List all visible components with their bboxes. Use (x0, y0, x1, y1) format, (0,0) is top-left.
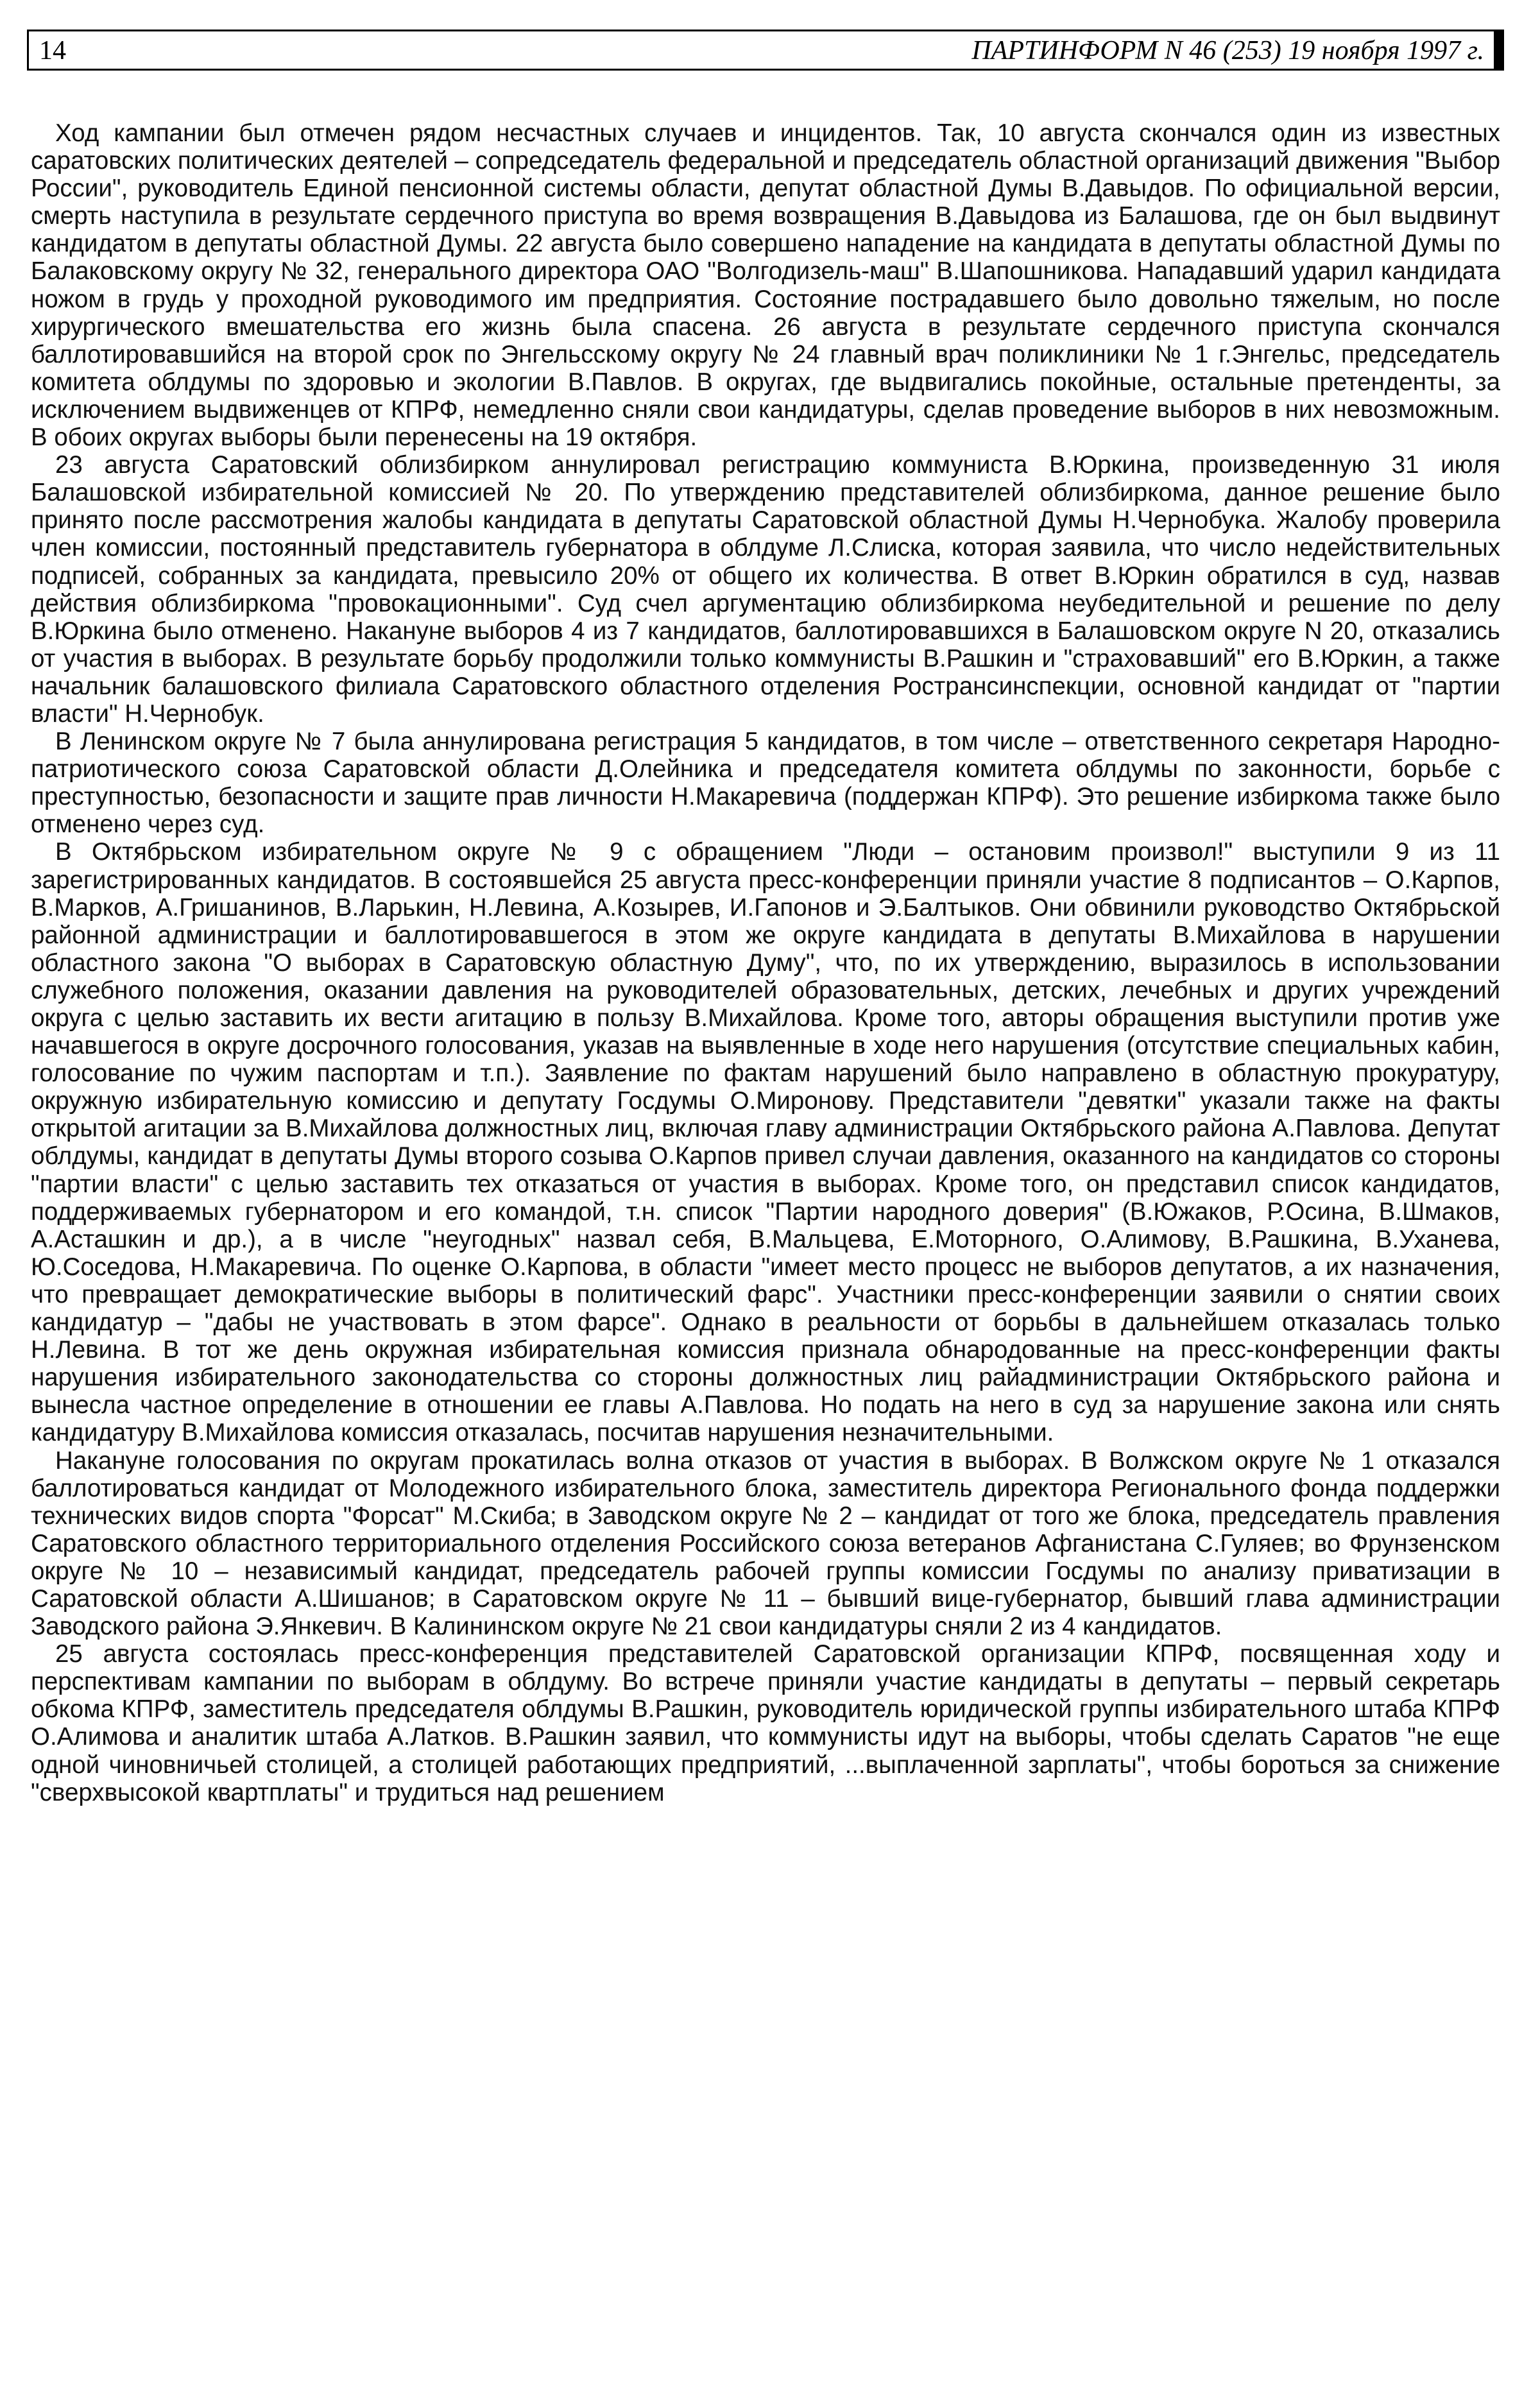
publication-title: ПАРТИНФОРМ N 46 (253) 19 ноября 1997 г. (971, 36, 1484, 65)
paragraph: 25 августа состоялась пресс-конференция представителей Саратовской организации КПРФ, посвященная ходу и перспективам кампании по выборам в облдуму. Во встрече приняли участие кандидаты в депутаты – первый секретарь обкома КПРФ, заместитель председателя облдумы В.Рашкин, руководитель юридической группы избирательного штаба КПРФ О.Алимова и аналитик штаба А.Латков. В.Рашкин заявил, что коммунисты идут на выборы, чтобы сделать Саратов "не еще одной чиновничьей столицей, а столицей работающих предприятий, ...выплаченной зарплаты", чтобы бороться за снижение "сверхвысокой квартплаты" и трудиться над решением (31, 1640, 1500, 1806)
paragraph: В Октябрьском избирательном округе № 9 с обращением "Люди – остановим произвол!" выступили 9 из 11 зарегистрированных кандидатов. В состоявшейся 25 августа пресс-конференции приняли участие 8 подписантов – О.Карпов, В.Марков, А.Гришанинов, В.Ларькин, Н.Левина, А.Козырев, И.Гапонов и Э.Балтыков. Они обвинили руководство Октябрьской районной администрации и баллотировавшегося в этом же округе кандидата в депутаты В.Михайлова в нарушении областного закона "О выборах в Саратовскую областную Думу", что, по их утверждению, выразилось в использовании служебного положения, оказании давления на руководителей образовательных, детских, лечебных и других учреждений округа с целью заставить их вести агитацию в пользу В.Михайлова. Кроме того, авторы обращения выступили против уже начавшегося в округе досрочного голосования, указав на выявленные в ходе него нарушения (отсутствие специальных кабин, голосование по чужим паспортам и т.п.). Заявление по фактам нарушений было направлено в областную прокуратуру, окружную избирательную комиссию и депутату Госдумы О.Миронову. Представители "девятки" указали также на факты открытой агитации за В.Михайлова должностных лиц, включая главу администрации Октябрьского района А.Павлова. Депутат облдумы, кандидат в депутаты Думы второго созыва О.Карпов привел случаи давления, оказанного на кандидатов со стороны "партии власти" с целью заставить тех отказаться от участия в выборах. Кроме того, он представил список кандидатов, поддерживаемых губернатором и его командой, т.н. список "Партии народного доверия" (В.Южаков, Р.Осина, В.Шмаков, А.Асташкин и др.), а в числе "неугодных" назвал себя, В.Мальцева, Е.Моторного, О.Алимову, В.Рашкина, В.Уханева, Ю.Соседова, Н.Макаревича. По оценке О.Карпова, в области "имеет место процесс не выборов депутатов, а их назначения, что превращает демократические выборы в политический фарс". Участники пресс-конференции заявили о снятии своих кандидатур – "дабы не участвовать в этом фарсе". Однако в реальности от борьбы в дальнейшем отказалась только Н.Левина. В тот же день окружная избирательная комиссия признала обнародованные на пресс-конференции факты нарушения избирательного законодательства со стороны должностных лиц райадминистрации Октябрьского района и вынесла частное определение в отношении ее главы А.Павлова. Но подать на него в суд за нарушение закона или снять кандидатуру В.Михайлова комиссия отказалась, посчитав нарушения незначительными. (31, 838, 1500, 1447)
paragraph: 23 августа Саратовский облизбирком аннулировал регистрацию коммуниста В.Юркина, произведенную 31 июля Балашовской избирательной комиссией № 20. По утверждению представителей облизбиркома, данное решение было принято после рассмотрения жалобы кандидата в депутаты Саратовской областной Думы Н.Чернобука. Жалобу проверила член комиссии, постоянный представитель губернатора в облдуме Л.Слиска, которая заявила, что число недействительных подписей, собранных за кандидата, превысило 20% от общего их количества. В ответ В.Юркин обратился в суд, назвав действия облизбиркома "провокационными". Суд счел аргументацию облизбиркома неубедительной и решение по делу В.Юркина было отменено. Накануне выборов 4 из 7 кандидатов, баллотировавшихся в Балашовском округе N 20, отказались от участия в выборах. В результате борьбу продолжили только коммунисты В.Рашкин и "страховавший" его В.Юркин, а также начальник балашовского филиала Саратовского областного отделения Ространсинспекции, основной кандидат от "партии власти" Н.Чернобук. (31, 451, 1500, 728)
page-header (27, 30, 1504, 71)
paragraph: Ход кампании был отмечен рядом несчастных случаев и инцидентов. Так, 10 августа скончался один из известных саратовских политических деятелей – сопредседатель федеральной и председатель областной организаций движения "Выбор России", руководитель Единой пенсионной системы области, депутат областной Думы В.Давыдов. По официальной версии, смерть наступила в результате сердечного приступа во время возвращения В.Давыдова из Балашова, где он был выдвинут кандидатом в депутаты областной Думы. 22 августа было совершено нападение на кандидата в депутаты областной Думы по Балаковскому округу № 32, генерального директора ОАО "Волгодизель-маш" В.Шапошникова. Нападавший ударил кандидата ножом в грудь у проходной руководимого им предприятия. Состояние пострадавшего было довольно тяжелым, но после хирургического вмешательства его жизнь была спасена. 26 августа в результате сердечного приступа скончался баллотировавшийся на второй срок по Энгельсскому округу № 24 главный врач поликлиники № 1 г.Энгельс, председатель комитета облдумы по здоровью и экологии В.Павлов. В округах, где выдвигались покойные, остальные претенденты, за исключением выдвиженцев от КПРФ, немедленно сняли свои кандидатуры, сделав проведение выборов в них невозможным. В обоих округах выборы были перенесены на 19 октября. (31, 119, 1500, 452)
header-rule (1494, 31, 1502, 69)
article-body (31, 119, 1500, 1806)
page-number: 14 (39, 36, 66, 65)
paragraph: В Ленинском округе № 7 была аннулирована регистрация 5 кандидатов, в том числе – ответственного секретаря Народно-патриотического союза Саратовской области Д.Олейника и председателя комитета облдумы по законности, борьбе с преступностью, безопасности и защите прав личности Н.Макаревича (поддержан КПРФ). Это решение избиркома также было отменено через суд. (31, 728, 1500, 839)
paragraph: Накануне голосования по округам прокатилась волна отказов от участия в выборах. В Волжском округе № 1 отказался баллотироваться кандидат от Молодежного избирательного блока, заместитель директора Регионального фонда поддержки технических видов спорта "Форсат" М.Скиба; в Заводском округе № 2 – кандидат от того же блока, председатель правления Саратовского областного территориального отделения Российского союза ветеранов Афганистана С.Гуляев; во Фрунзенском округе № 10 – независимый кандидат, председатель рабочей группы комиссии Госдумы по анализу приватизации в Саратовской области А.Шишанов; в Саратовском округе № 11 – бывший вице-губернатор, бывший глава администрации Заводского района Э.Янкевич. В Калининском округе № 21 свои кандидатуры сняли 2 из 4 кандидатов. (31, 1446, 1500, 1641)
